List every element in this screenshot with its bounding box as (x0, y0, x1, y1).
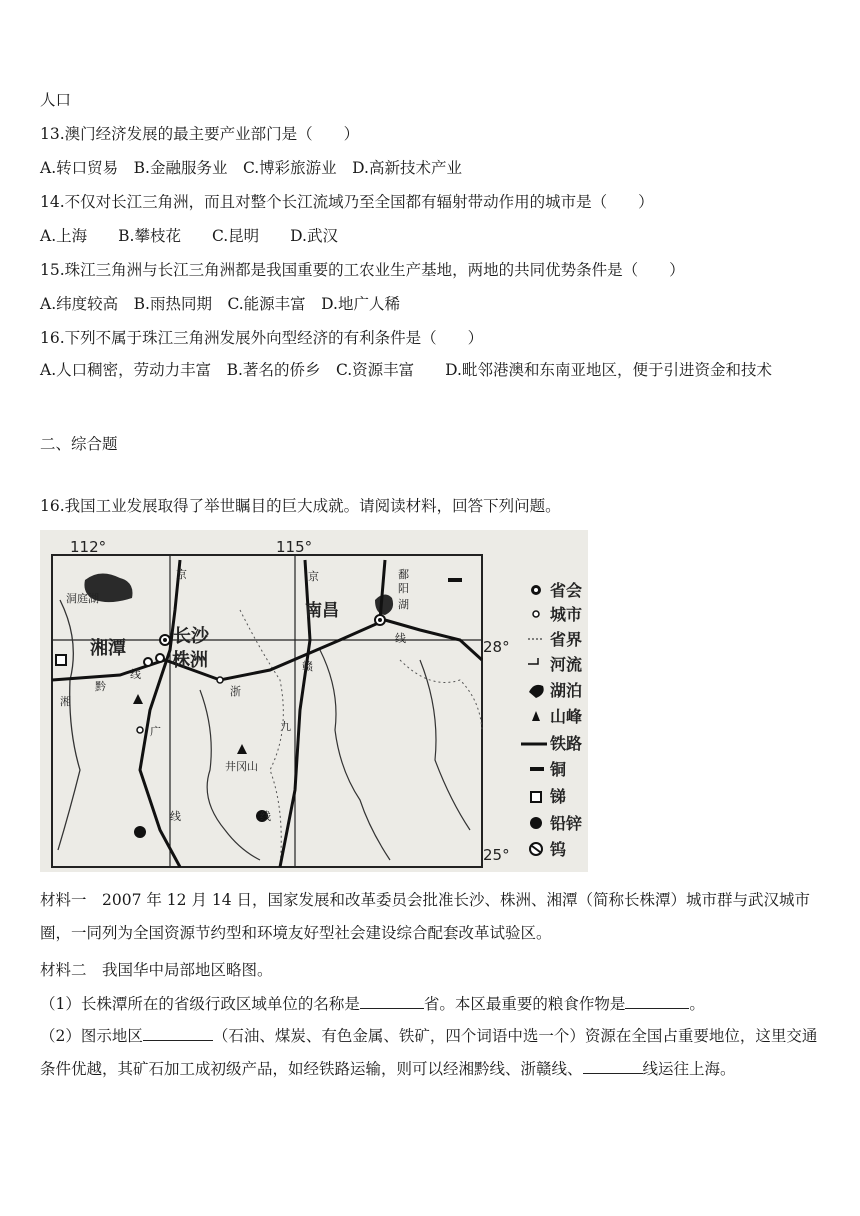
q2-part-b: （石油、煤炭、有色金属、铁矿，四个词语中选一个）资源在全国占重要地位，这里交通条件优越，其矿石加工成初级产品，如经铁路运输，则可以经湘黔线、浙赣线、 (40, 1027, 818, 1078)
rail-char: 京 (176, 568, 187, 581)
question-2 (40, 1020, 825, 1086)
question-1 (40, 994, 825, 1014)
question-14-stem: 14.不仅对长江三角洲，而且对整个长江流域乃至全国都有辐射带动作用的城市是（ ） (40, 193, 654, 211)
legend-label: 铁路 (550, 734, 583, 753)
q1-part-c: 。 (689, 995, 705, 1013)
lat-label-25: 25° (483, 846, 510, 864)
rail-char: 京 (308, 570, 319, 583)
place-jinggangshan: 井冈山 (225, 760, 258, 773)
rail-char: 浙 (230, 685, 241, 698)
rail-char: 九 (280, 720, 291, 733)
legend-label: 锑 (550, 787, 567, 806)
rail-char: 鄱 (398, 568, 409, 581)
legend-label: 省界 (550, 630, 583, 649)
section-heading: 二、综合题 (40, 435, 118, 453)
rail-char: 线 (170, 810, 181, 823)
question-15-stem: 15.珠江三角洲与长江三角洲都是我国重要的工农业生产基地，两地的共同优势条件是（ ） (40, 261, 685, 279)
answer-blank[interactable] (143, 1026, 213, 1041)
rail-char: 黔 (95, 680, 106, 693)
legend-label: 山峰 (550, 707, 583, 726)
section-text: 人口 (40, 91, 72, 109)
rail-char: 广 (150, 725, 161, 738)
question-13-options: A.转口贸易 B.金融服务业 C.博彩旅游业 D.高新技术产业 (40, 159, 462, 177)
lon-label-115: 115° (276, 538, 313, 556)
material-two: 材料二 我国华中局部地区略图。 (40, 961, 273, 979)
question-13-stem: 13.澳门经济发展的最主要产业部门是（ ） (40, 125, 360, 143)
city-nanchang: 南昌 (305, 601, 339, 621)
answer-blank[interactable] (583, 1059, 643, 1074)
rail-char: 阳 (398, 582, 409, 595)
q2-part-c: 线运往上海。 (642, 1060, 736, 1078)
legend-label: 湖泊 (550, 681, 583, 700)
place-dongting: 洞庭湖 (66, 592, 99, 605)
legend-label: 河流 (550, 655, 583, 674)
q1-part-a: （1）长株潭所在的省级行政区域单位的名称是 (40, 995, 360, 1013)
legend-label: 钨 (550, 840, 567, 859)
legend-label: 省会 (550, 581, 583, 600)
legend-label: 铜 (550, 760, 567, 779)
rail-char: 线 (260, 810, 271, 823)
rail-char: 线 (395, 632, 406, 645)
material-one: 材料一 2007 年 12 月 14 日，国家发展和改革委员会批准长沙、株洲、湘潭（简称长株潭）城市群与武汉城市圈，一同列为全国资源节约型和环境友好型社会建设综合配套改革试验区。 (40, 891, 811, 942)
answer-blank[interactable] (360, 994, 424, 1009)
city-changsha: 长沙 (173, 626, 209, 647)
city-xiangtan: 湘潭 (90, 638, 126, 659)
city-zhuzhou: 株洲 (172, 650, 208, 671)
rail-char: 赣 (302, 660, 313, 673)
question-16-stem: 16.下列不属于珠江三角洲发展外向型经济的有利条件是（ ） (40, 329, 484, 347)
lon-label-112: 112° (70, 538, 107, 556)
section-intro: 16.我国工业发展取得了举世瞩目的巨大成就。请阅读材料，回答下列问题。 (40, 497, 561, 515)
question-14-options: A.上海 B.攀枝花 C.昆明 D.武汉 (40, 227, 338, 245)
central-china-map (40, 530, 588, 872)
rail-char: 线 (130, 668, 141, 681)
q2-part-a: （2）图示地区 (40, 1027, 143, 1045)
lat-label-28: 28° (483, 638, 510, 656)
answer-blank[interactable] (625, 994, 689, 1009)
rail-char: 湖 (398, 598, 409, 611)
rail-char: 湘 (60, 695, 71, 708)
legend-label: 铅锌 (550, 814, 583, 833)
question-15-options: A.纬度较高 B.雨热同期 C.能源丰富 D.地广人稀 (40, 295, 400, 313)
question-16-options: A.人口稠密，劳动力丰富 B.著名的侨乡 C.资源丰富 D.毗邻港澳和东南亚地区，便于引进资金和技术 (40, 361, 772, 379)
q1-part-b: 省。本区最重要的粮食作物是 (423, 995, 626, 1013)
legend-label: 城市 (550, 605, 583, 624)
